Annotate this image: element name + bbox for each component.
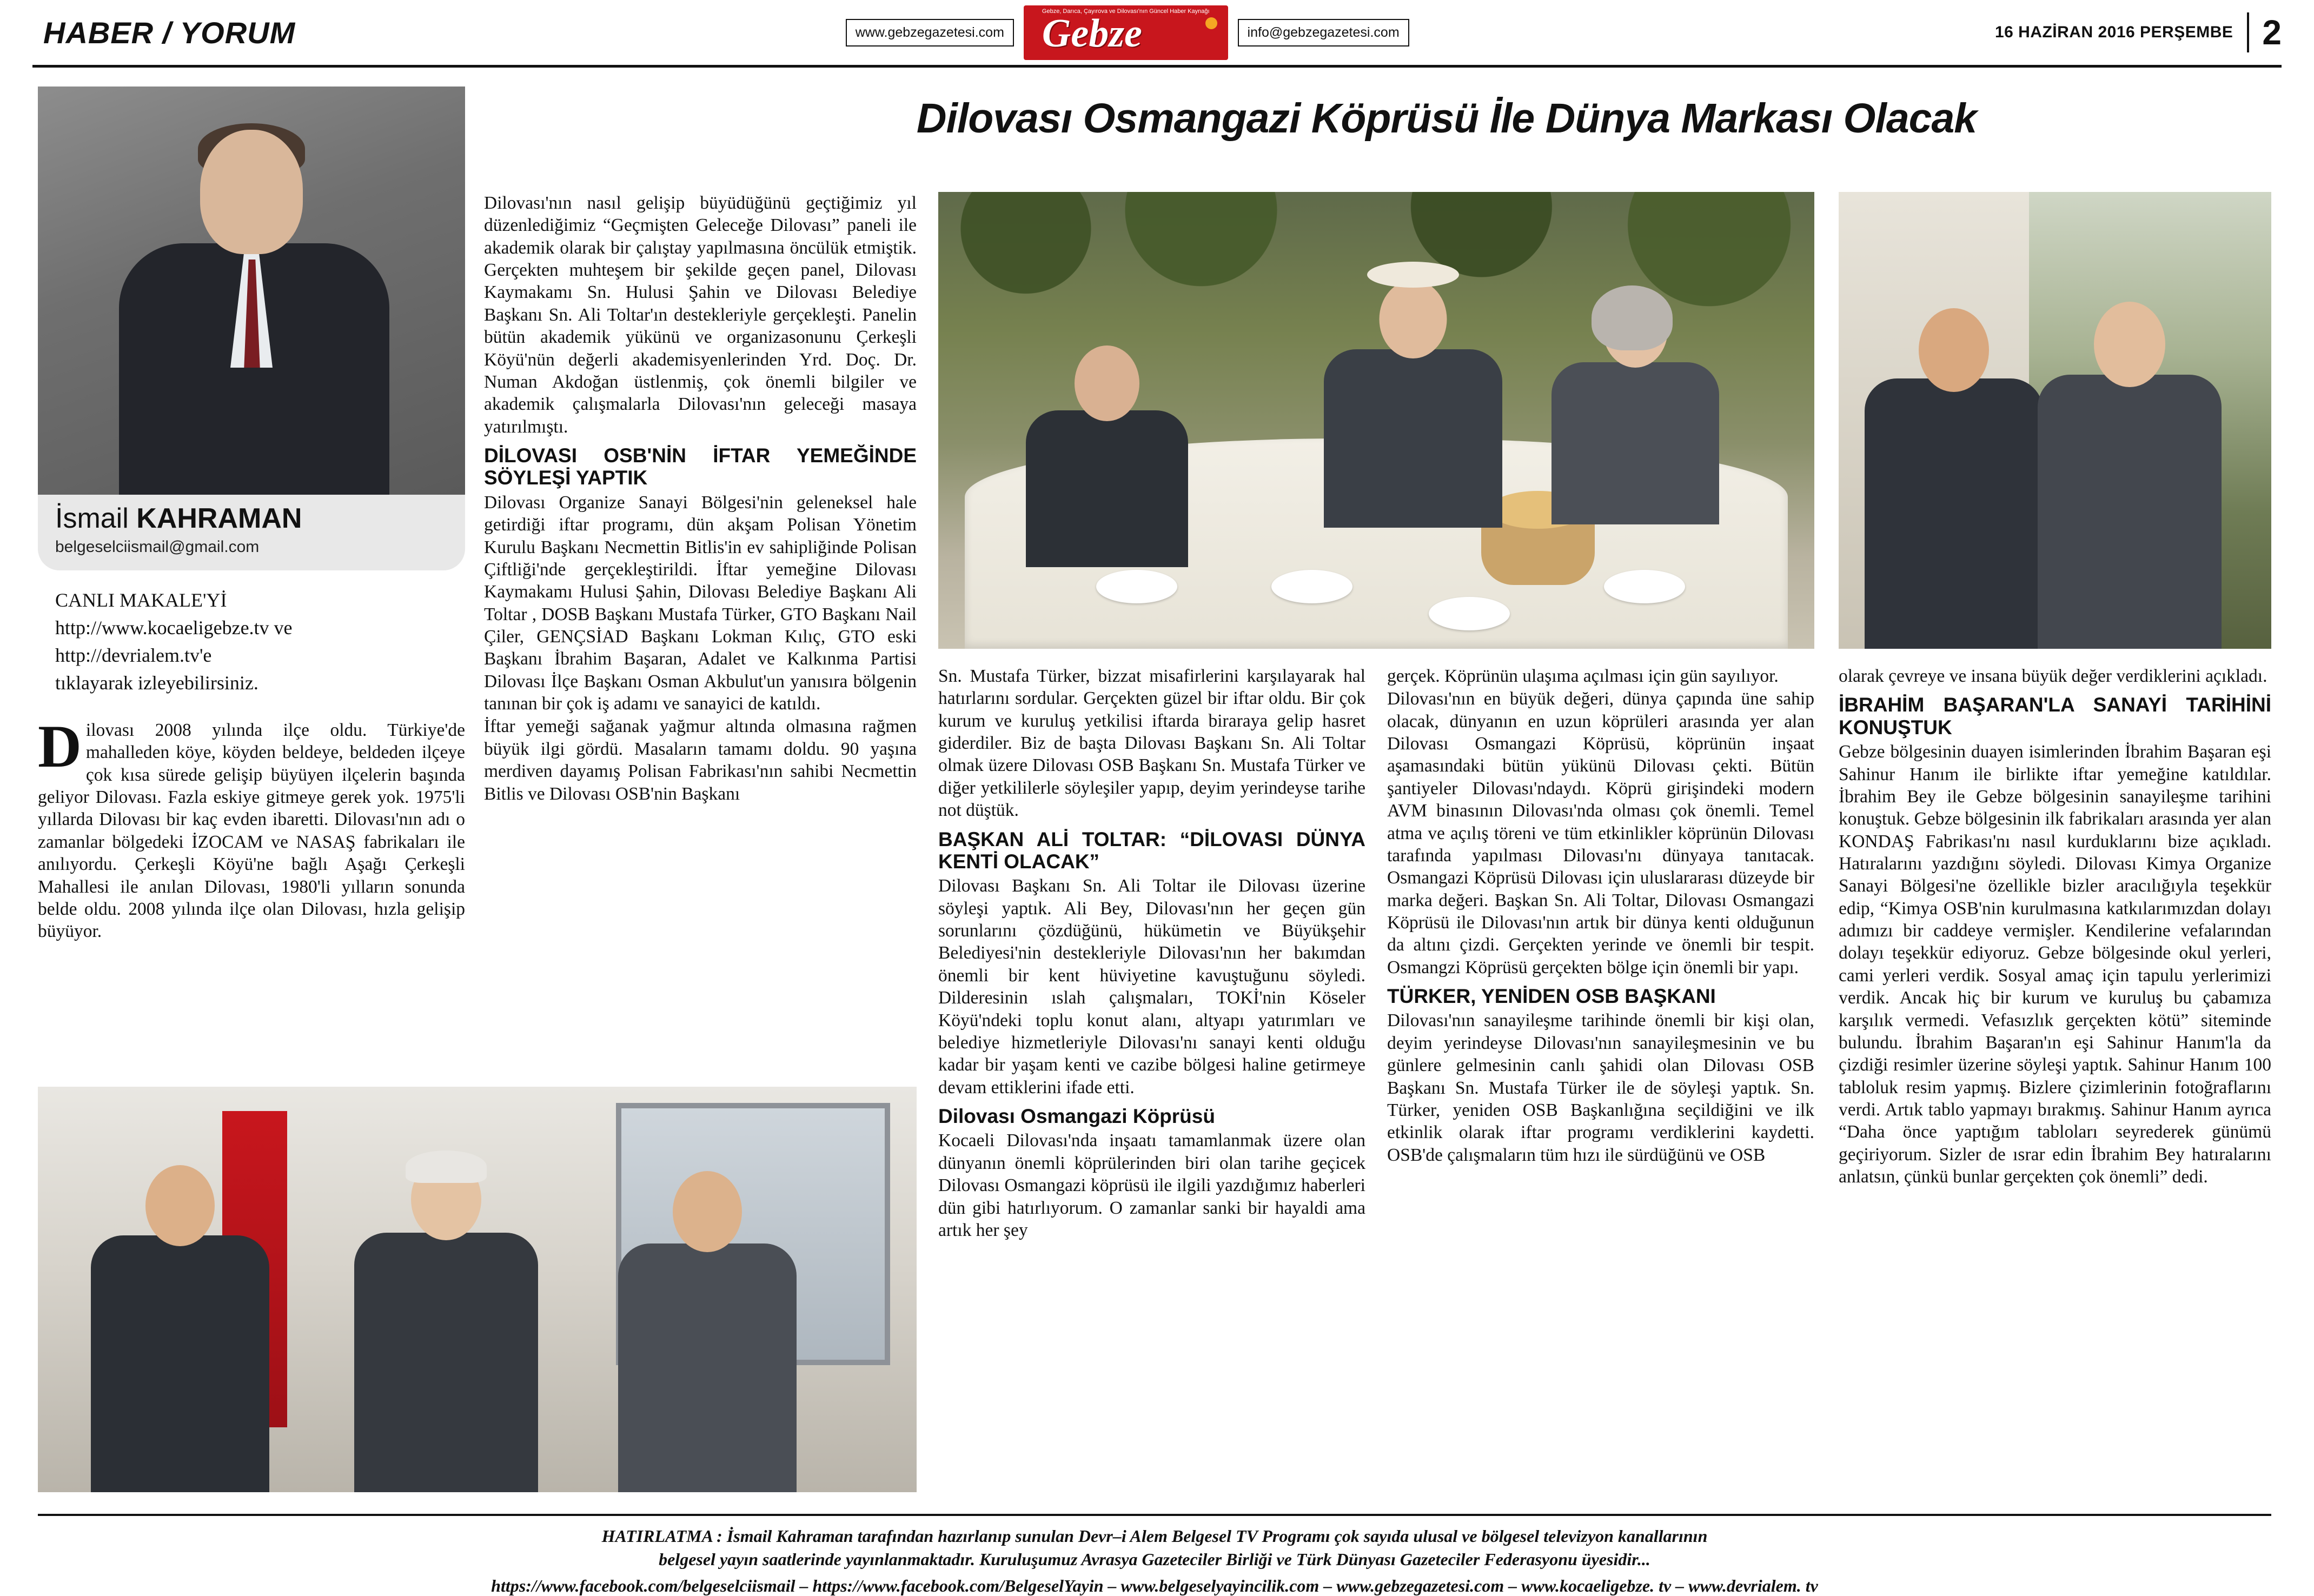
paragraph: İftar yemeği sağanak yağmur altında olmasına rağmen büyük ilgi gördü. Masaların tamamı doldu. 90 yaşına merdiven dayamış Polisan Fabrikası'nın sahibi Necmettin Bitlis ve Dilovası OSB'nin Başkanı	[484, 716, 917, 804]
paragraph: Dilovası Organize Sanayi Bölgesi'nin geleneksel hale getirdiği iftar programı, dün akşam Polisan Yönetim Kurulu Başkanı Necmettin Bitlis'in ev sahipliğinde Polisan Çiftliği'nde gerçekleştirildi. İftar yemeğine Dilovası Kaymakamı Hulusi Şahin, Dilovası Belediye Başkanı Ali Toltar , DOSB Başkanı Mustafa Türker, GTO Başkanı Nail Çiler, GENÇSİAD Başkanı Lokman Kılıç, GTO eski Başkanı İbrahim Başaran, Adalet ve Kalkınma Partisi Dilovası İlçe Başkanı Osman Akbulut'un yanısıra bölgenin tanınan bir çok iş adamı ve sanayici de katıldı.	[484, 492, 917, 714]
subheading: DİLOVASI OSB'NİN İFTAR YEMEĞİNDE SÖYLEŞİ YAPTIK	[484, 444, 917, 489]
issue-date: 16 HAZİRAN 2016 PERŞEMBE	[1994, 23, 2233, 41]
subheading: Dilovası Osmangazi Köprüsü	[938, 1105, 1215, 1127]
author-photo	[38, 87, 465, 495]
subheading: BAŞKAN ALİ TOLTAR: “DİLOVASI DÜNYA KENTİ OLACAK”	[938, 828, 1365, 873]
link-instruction: tıklayarak izleyebilirsiniz.	[55, 672, 258, 694]
photo-person	[1865, 265, 2043, 643]
photo-person	[1324, 247, 1502, 528]
page-number: 2	[2247, 12, 2282, 52]
footer-note-line2: belgesel yayın saatlerinde yayınlanmaktadır. Kuruluşumuz Avrasya Gazeteciler Birliği ve Türk Dünyası Gazeteciler Federasyonu üyesidir...	[659, 1549, 1650, 1569]
masthead-center	[368, 5, 1887, 60]
article-column-a	[38, 713, 465, 943]
email-url[interactable]: info@gebzegazetesi.com	[1238, 19, 1409, 46]
gebze-logo	[1024, 5, 1228, 60]
author-email: belgeselciismail@gmail.com	[55, 538, 260, 556]
author-first-name: İsmail	[55, 503, 137, 534]
photo-person	[1026, 329, 1188, 556]
paragraph: Gebze bölgesinin duayen isimlerinden İbrahim Başaran eşi Sahinur Hanım ile birlikte iftar yemeğine katıldılar. İbrahim Bey ile Gebze bölgesinin sanayileşme tarihini konuştuk. Gebze bölgesinin ilk fabrikaları arasında yer alan KONDAŞ Fabrikası'nı nasıl kurduklarını bize açıkladı. Hatıralarını yazdığını söyledi. Dilovası Kimya Organize Sanayi Bölgesi'ne özellikle bizler aracılığıyla teşekkür edip, “Kimya OSB'nin kurulmasına katkılarımızdan dolayı adımızı bir caddeye vermişler. Kendilerine vefalarından dolayı teşekkür ediyoruz. Gebze bölgesinde okul yerleri, cami yerleri verdik. Sosyal amaç için tapulu yerlerimizi verdik. Ancak hiç bir kurum ve kuruluş bu çabamıza karşılık vermedi. Vefasızlık gerçekten kötü” siteminde bulundu. İbrahim Başaran'ın eşi Sahinur Hanım'la da çizdiği resimler üzerine söyleşi yaptık. Sahinur Hanım 100 tabloluk resim yapmış. Bizlere çizimlerinin fotoğraflarını verdi. Artık tablo yapmayı bırakmış. Sahinur Hanım ayrıca “Daha önce yaptığım tabloları seyrederek günümü geçiriyorum. Sizler de ısrar edin İbrahim Bey hatıralarını anlatsın, çünkü bunlar gerçekten çok önemli” dedi.	[1839, 742, 2272, 1187]
website-url[interactable]: www.gebzegazetesi.com	[846, 19, 1014, 46]
footer	[38, 1514, 2271, 1596]
article-column-e	[1839, 665, 2271, 1188]
paragraph: Dilovası'nın nasıl gelişip büyüdüğünü geçtiğimiz yıl düzenlediğimiz “Geçmişten Geleceğe Dilovası” paneli ile akademik olarak bir çalıştay yapılmasına öncülük etmiştik. Gerçekten muhteşem bir şekilde geçen panel, Dilovası Kaymakamı Sn. Hulusi Şahin ve Dilovası Belediye Başkanı Sn. Ali Toltar'ın destekleriyle gerçekleşti. Panelin bütün akademik yükünü ve organizasonunu Çerkeşli Köyü'nün değerli akademisyenlerinden Yrd. Doç. Dr. Numan Akdoğan üstlenmiş, çok önemli bilgiler ve akademik çalışmalarla Dilovası'nın geleceği masaya yatırılmıştı.	[484, 193, 917, 437]
photo-two-men	[1839, 192, 2271, 649]
photo-three-men	[38, 1087, 917, 1492]
paragraph: gerçek. Köprünün ulaşıma açılması için gün sayılıyor.	[1387, 666, 1779, 686]
logo-dot-icon	[1205, 17, 1217, 29]
photo-person	[2038, 256, 2222, 645]
photo-person	[1551, 265, 1719, 524]
section-title: HABER / YORUM	[43, 15, 296, 50]
paragraph: Sn. Mustafa Türker, bizzat misafirlerini karşılayarak hal hatırlarını sordular. Gerçekten güzel bir iftar oldu. Bir çok kurum ve kuruluş yetkilisi iftarda biraraya gelip hasret giderdiler. Biz de başta Dilovası Başkanı Sn. Ali Toltar olmak üzere Dilovası OSB Başkanı Sn. Mustafa Türker ve diğer yetkililerle söyleşiler yapıp, deyim yerindeyse tarihe not düştük.	[938, 666, 1365, 821]
logo-tagline: Gebze, Darıca, Çayırova ve Dilovası'nın Güncel Haber Kaynağı	[1042, 8, 1210, 15]
photo-person	[91, 1127, 269, 1492]
masthead	[32, 0, 2282, 68]
link-kocaeligebze[interactable]: http://www.kocaeligebze.tv ve	[55, 617, 293, 639]
paragraph: Dilovası 2008 yılında ilçe oldu. Türkiye'de mahalleden köye, köyden beldeye, beldeden ilçeye çok kısa sürede gelişip büyüyen ilçelerin başında geliyor Dilovası. Fazla eskiye gitmeye gerek yok. 1975'li yıllarda Dilovası bir kaç evden ibaretti. Dilovası'nın adı o zamanlar bölgedeki İZOCAM ve NASAŞ fabrikaları ile anılıyordu. Çerkeşli Köyü'ne bağlı Aşağı Çerkeşli Mahallesi ile anılan Dilovası, 1980'li yılların sonunda belde oldu. 2008 yılında ilçe olan Dilovası, hızla gelişip büyüyor.	[38, 713, 465, 942]
author-links	[38, 587, 465, 697]
footer-links[interactable]: https://www.facebook.com/belgeselciismail – https://www.facebook.com/BelgeselYayin – www.belgeselyayincilik.com – www.gebzegazetesi.com – www.kocaeligebze. tv – www.devrialem. tv	[491, 1576, 1818, 1596]
link-devrialem[interactable]: http://devrialem.tv'e	[55, 644, 212, 667]
photo-person	[618, 1135, 797, 1492]
subheading: TÜRKER, YENİDEN OSB BAŞKANI	[1387, 985, 1716, 1008]
photo-iftar-table	[938, 192, 1814, 649]
article-column-c	[938, 665, 1365, 1241]
author-last-name: KAHRAMAN	[136, 503, 302, 534]
paragraph: Dilovası'nın sanayileşme tarihinde önemli bir kişi olan, deyim yerindeyse Dilovası'nın sanayileşmesinin ve bu günlere gelmesinin canlı şahidi olan Dilovası OSB Başkanı Sn. Mustafa Türker ile de söyleşi yaptık. Sn. Türker, yeniden OSB Başkanlığına seçildiğini ve ilk etkinlik olarak iftar programı verdiklerini kaydetti. OSB'de çalışmaların tüm hızı ile sürdüğünü ve OSB	[1387, 1010, 1814, 1165]
article-column-b	[484, 192, 917, 805]
subheading: İBRAHİM BAŞARAN'LA SANAYİ TARİHİNİ KONUŞTUK	[1839, 694, 2271, 739]
live-article-label: CANLI MAKALE'Yİ	[55, 589, 227, 611]
footer-note-line1: HATIRLATMA : İsmail Kahraman tarafından hazırlanıp sunulan Devr–i Alem Belgesel TV Programı çok sayıda ulusal ve bölgesel televizyon kanallarının	[601, 1526, 1708, 1546]
paragraph: Dilovası Başkanı Sn. Ali Toltar ile Dilovası üzerine söyleşi yaptık. Ali Bey, Dilovası'nın her geçen gün sorunlarını çözdüğünü, hükümetin ve Büyükşehir Belediyesi'nin destekleriyle Dilovası'nın her bakımdan önemli bir kent hüviyetine kavuştuğunu söyledi. Dilderesinin ıslah çalışmaları, TOKİ'nin Köseler Köyü'ndeki toplu konut alanı, altyapı yatırımları ve belediye hizmetleriyle Dilovası'nı sanayi kenti olduğu kadar bir yaşam kenti ve cazibe bölgesi haline getirmeye devam ettiklerini ifade etti.	[938, 876, 1365, 1098]
logo-text: Gebze	[1042, 11, 1142, 56]
photo-person	[354, 1119, 538, 1492]
paragraph: Kocaeli Dilovası'nda inşaatı tamamlanmak üzere olan dünyanın önemli köprülerinden biri olan tarihe geçicek Dilovası Osmangazi köprüsü ile ilgili yazdığımız haberleri dün gibi hatırlıyorum. O zamanlar sanki bir hayaldi ama artık her şey	[938, 1130, 1365, 1240]
paragraph: olarak çevreye ve insana büyük değer verdiklerini açıkladı.	[1839, 666, 2267, 686]
page-title: Dilovası Osmangazi Köprüsü İle Dünya Markası Olacak	[916, 95, 1977, 142]
paragraph: Dilovası'nın en büyük değeri, dünya çapında üne sahip olacak, dünyanın en uzun köprüleri arasında yer alan Dilovası Osmangazi Köprüsü, köprünün inşaat aşamasındaki bütün yükünü Dilovası çekti. Bütün şantiyeler Dilovası'ndaydı. Köprü girişindeki modern AVM binasının Dilovası'nda olması çok önemli. Temel atma ve açılış töreni ve tüm etkinlikler köprünün Dilovası tarafında yapılması Dilovası'nı dünyaya tanıtacak. Osmangazi Köprüsü Dilovası için uluslararası düzeyde bir marka değeri. Başkan Sn. Ali Toltar, Dilovası Osmangazi Köprüsü ile Dilovası'nın artık bir dünya kenti olduğunun da altını çizdi. Gerçekten yerinde ve önemli bir tespit. Osmangzi Köprüsü gerçekten bölge için önemli bir yapı.	[1387, 689, 1814, 977]
author-box	[38, 87, 465, 697]
author-name-block	[38, 495, 465, 570]
author-name	[55, 502, 465, 535]
article-column-d	[1387, 665, 1814, 1166]
